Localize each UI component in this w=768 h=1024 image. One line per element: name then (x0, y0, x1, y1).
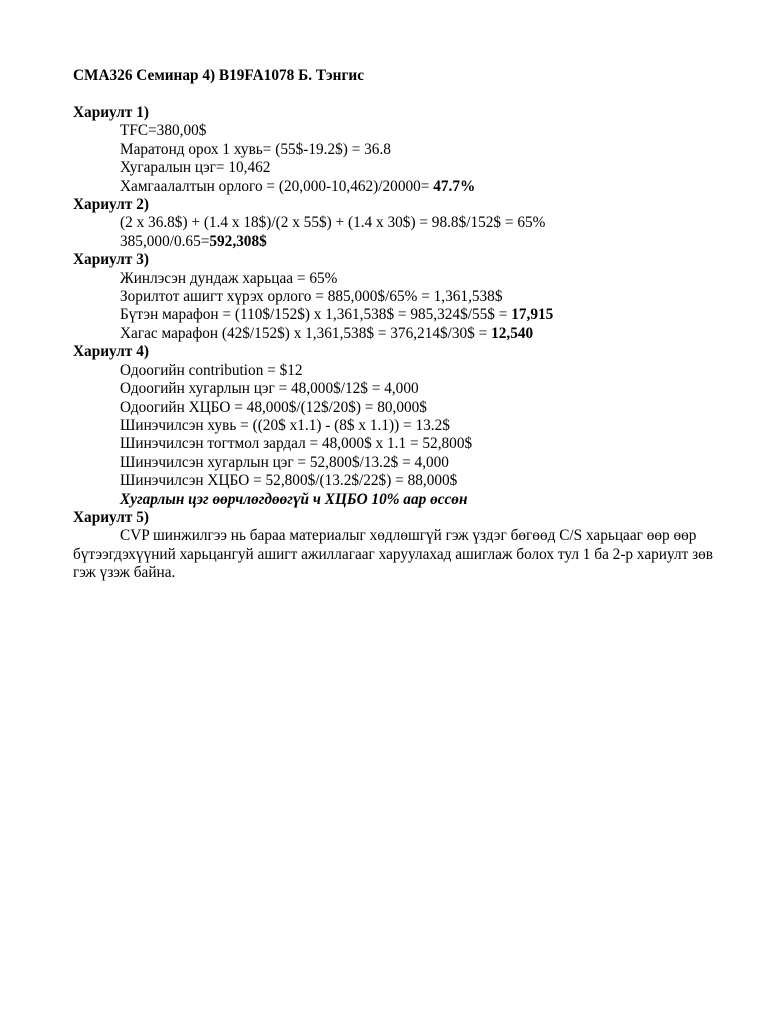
answer-2-line-1: (2 x 36.8$) + (1.4 x 18$)/(2 x 55$) + (1.4 x 30$) = 98.8$/152$ = 65% (120, 214, 546, 232)
answer-2-heading: Хариулт 2) (73, 196, 149, 214)
answer-4-line-2: Одоогийн хугарлын цэг = 48,000$/12$ = 4,000 (120, 380, 419, 398)
answer-3-line-4 (73, 325, 728, 343)
answer-1-line-2: Маратонд орох 1 хувь= (55$-19.2$) = 36.8 (120, 140, 391, 158)
answer-4-line-6: Шинэчилсэн хугарлын цэг = 52,800$/13.2$ = 4,000 (120, 453, 449, 471)
answer-4-conclusion: Хугарлын цэг өөрчлөгдөөгүй ч ХЦБО 10% аар өссөн (120, 490, 468, 508)
answer-4-line-4: Шинэчилсэн хувь = ((20$ x1.1) - (8$ x 1.1)) = 13.2$ (120, 416, 450, 434)
answer-5-heading: Хариулт 5) (73, 508, 149, 526)
answer-5-paragraph: CVP шинжилгээ нь бараа материалыг хөдлөшгүй гэж үздэг бөгөөд C/S харьцааг өөр өөр бүтээгдэхүүний харьцангуй ашигт ажиллагааг харуулахад ашиглаж болох тул 1 ба 2-р хариулт зөв гэж үзэж байна. (73, 527, 713, 582)
answer-3-line-4-text: Хагас марафон (42$/152$) x 1,361,538$ = 376,214$/30$ = (120, 324, 492, 342)
answer-3-heading: Хариулт 3) (73, 251, 149, 269)
answer-2-line-2 (73, 233, 728, 251)
answer-3-line-4-result: 12,540 (491, 324, 534, 342)
answer-2-line-2-text: 385,000/0.65= (120, 232, 210, 250)
answer-1-line-4 (73, 178, 728, 196)
answer-4-line-1: Одоогийн contribution = $12 (120, 361, 303, 379)
answer-3-line-3 (73, 306, 728, 324)
answer-3-line-1: Жинлэсэн дундаж харьцаа = 65% (120, 269, 338, 287)
answer-3-line-3-text: Бүтэн марафон = (110$/152$) x 1,361,538$ = 985,324$/55$ = (120, 306, 512, 324)
answer-1-line-1: TFC=380,00$ (120, 122, 207, 140)
answer-4-heading: Хариулт 4) (73, 343, 149, 361)
answer-1-line-4-text: Хамгаалалтын орлого = (20,000-10,462)/20000= (120, 177, 434, 195)
answer-3-line-2: Зорилтот ашигт хүрэх орлого = 885,000$/65% = 1,361,538$ (120, 288, 503, 306)
document-title: CMA326 Семинар 4) B19FA1078 Б. Тэнгис (73, 67, 365, 84)
answer-3-line-3-result: 17,915 (511, 306, 554, 324)
answer-2-line-2-result: 592,308$ (209, 232, 267, 250)
answer-1-line-4-result: 47.7% (433, 177, 476, 195)
answer-1-heading: Хариулт 1) (73, 104, 149, 121)
answer-1-line-3: Хугаралын цэг= 10,462 (120, 159, 271, 177)
answer-4-line-3: Одоогийн ХЦБО = 48,000$/(12$/20$) = 80,000$ (120, 398, 427, 416)
answer-4-line-5: Шинэчилсэн тогтмол зардал = 48,000$ x 1.1 = 52,800$ (120, 435, 473, 453)
answer-4-line-7: Шинэчилсэн ХЦБО = 52,800$/(13.2$/22$) = 88,000$ (120, 472, 458, 490)
